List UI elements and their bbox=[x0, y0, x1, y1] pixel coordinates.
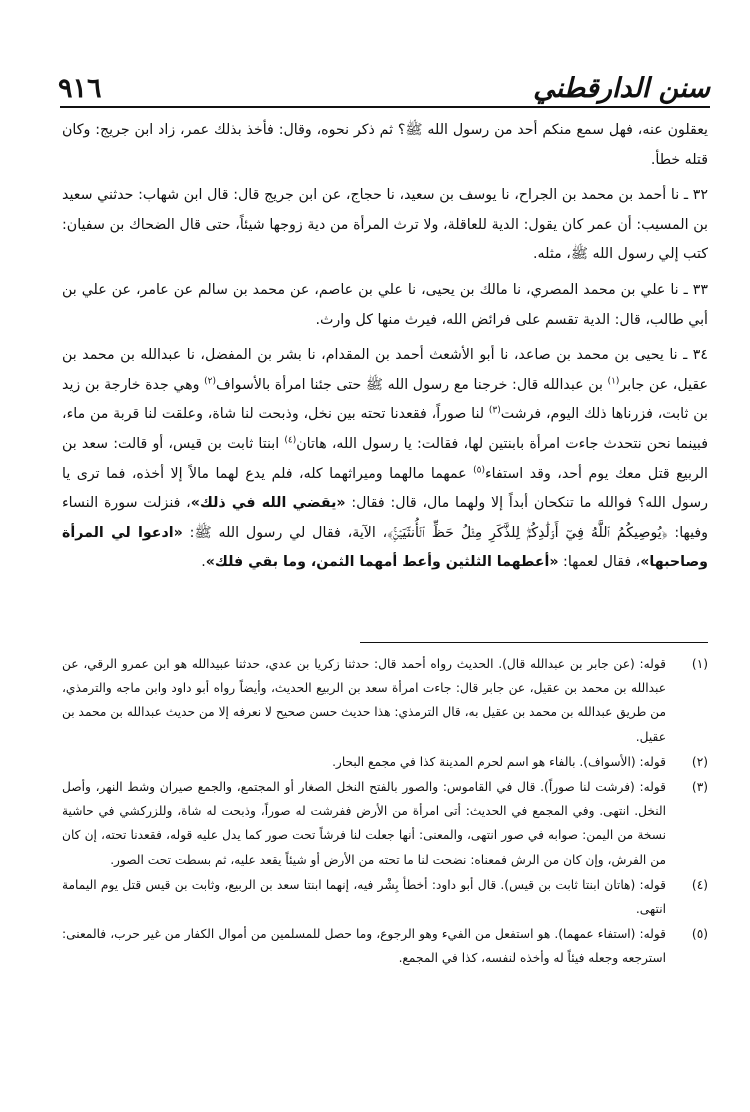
footnote-text: قوله: (عن جابر بن عبدالله قال). الحديث رواه أحمد قال: حدثنا زكريا بن عدي، حدثنا عبيدالله هو ابن عمرو الرقي، عن عبدالله بن محمد بن عقيل، عن جابر قال: جاءت امرأة سعد بن الربيع الحديث، وأيضاً رواه أبو داود وابن ماجه والترمذي، من طريق عبدالله بن محمد بن عقيل به، قال الترمذي: هذا حديث حسن صحيح لا نعرفه إلا من حديث عبدالله بن محمد بن عقيل. bbox=[62, 657, 666, 744]
prophet-saying-1: «يقضي الله في ذلك» bbox=[190, 495, 346, 512]
hadith-34 bbox=[62, 341, 708, 578]
hadith-34-part-e: ابنتا ثابت بن قيس، أو قالت: سعد بن الربيع قتل معك يوم أحد، وقد استفاء bbox=[62, 435, 708, 482]
footnote-text: قوله: (هاتان ابنتا ثابت بن قيس). قال أبو داود: أخطأ بِشْر فيه، إنهما ابنتا سعد بن الربيع، وثابت بن قيس قتل يوم اليمامة انتهى. bbox=[62, 877, 666, 917]
hadith-34-part-d: لنا صوراً، فقعدنا تحته بين نخل، وذبحت لنا شاة، وعلقت لنا قربة من ماء، فبينما نحن نتحدث جاءت امرأة بابنتين لها، فقالت: يا رسول الله، هاتان bbox=[62, 406, 708, 452]
footnote-divider bbox=[360, 642, 708, 643]
footnote bbox=[62, 873, 708, 921]
footnote-number: (١) bbox=[691, 657, 708, 671]
footnote-ref-3: (٣) bbox=[488, 405, 501, 416]
page-number: ٩١٦ bbox=[58, 72, 102, 104]
footnote-number: (٣) bbox=[691, 780, 708, 795]
footnote-number: (٥) bbox=[691, 927, 708, 942]
book-title: سنن الدارقطني bbox=[533, 72, 710, 104]
footnote-text: قوله: (استفاء عمهما). هو استفعل من الفيء وهو الرجوع، وما حصل للمسلمين من أموال الكفار من غير حرب، فالمعنى: استرجعه وجعله فيئاً له وأخذه لنفسه، كذا في المجمع. bbox=[62, 927, 666, 966]
footnote-text: قوله: (فرشت لنا صوراً). قال في القاموس: والصور بالفتح النخل الصغار أو المجتمع، والجمع صيران وشط النهر، وأصل النخل. انتهى. وفي المجمع في الحديث: أتى امرأة من الأرض ففرشت له صوراً، وذبحت له شاة، وللزركشي في حاشية نسخة من اليمن: صوابه في صور انتهى، والمعنى: أنها جعلت لنا فرشاً تحت صور كما يدل عليه قوله، فقعدنا تحته، إن كان من الفرش، وإن كان من الرش فمعناه: نضحت لنا ما تحته من الأرض أو شيئاً يقعد عليه، ثم بسطت تحت الصور. bbox=[62, 780, 666, 867]
footnote bbox=[62, 750, 708, 774]
hadith-34-part-h: ، فقال لعمها: bbox=[558, 554, 641, 571]
page-header bbox=[58, 68, 710, 108]
hadith-34-part-f: عمهما مالهما وميراثهما كله، فلم يدع لهما مالاً إلا أخذه، فما ترى يا رسول الله؟ فوالله ما تنكحان أبداً إلا ولهما مال، قال: فقال: bbox=[62, 465, 708, 512]
paragraph-1: يعقلون عنه، فهل سمع منكم أحد من رسول الله ﷺ؟ ثم ذكر نحوه، وقال: فأخذ بذلك عمر، زاد ابن جريج: وكان قتله خطأ. bbox=[62, 122, 708, 168]
prophet-saying-2: «ادعوا لي المرأة وصاحبها» bbox=[62, 524, 708, 571]
footnote-ref-5: (٥) bbox=[473, 464, 485, 475]
footnote-ref-4: (٤) bbox=[284, 435, 297, 446]
hadith-34-part-b: بن عبدالله قال: خرجنا مع رسول الله ﷺ حتى جئنا امرأة بالأسواف bbox=[215, 376, 608, 393]
hadith-33: ٣٣ ـ نا علي بن محمد المصري، نا مالك بن يحيى، نا علي بن عاصم، عن محمد بن سالم عن عامر، عن علي بن أبي طالب، قال: الدية تقسم على فرائض الله، فيرث منها كل وارث. bbox=[62, 281, 708, 328]
hadith-32: ٣٢ ـ نا أحمد بن محمد بن الجراح، نا يوسف بن سعيد، نا حجاج، عن ابن جريج قال: قال ابن شهاب: حدثني سعيد بن المسيب: أن عمر كان يقول: الدية للعاقلة، ولا ترث المرأة من دية زوجها شيئاً، حتى قال الضحاك بن سفيان: كتب إلي رسول الله ﷺ، مثله. bbox=[62, 187, 708, 263]
prophet-saying-3: «أعطهما الثلثين وأعط أمهما الثمن، وما بقي فلك» bbox=[205, 554, 559, 571]
hadith-34-end: . bbox=[201, 554, 206, 571]
footnote bbox=[62, 922, 708, 970]
hadith-34-part-a: ٣٤ ـ نا يحيى بن محمد بن صاعد، نا أبو الأشعث أحمد بن المقدام، نا بشر بن المفضل، نا عبدالله بن محمد بن عقيل، عن جابر bbox=[62, 347, 708, 393]
footnote bbox=[62, 775, 708, 872]
hadith-34-part-g: ، فنزلت سورة النساء وفيها: ﴿يُوصِيكُمُ ٱللَّهُ فِيٓ أَوۡلَٰدِكُمۡۖ لِلذَّكَرِ مِثۡلُ حَظِّ ٱلۡأُنثَيَيۡنِۚ﴾، الآية، فقال لي رسول الله ﷺ: bbox=[62, 495, 708, 541]
footnote-ref-1: (١) bbox=[607, 376, 620, 387]
footnote-text: قوله: (الأسواف). بالفاء هو اسم لحرم المدينة كذا في مجمع البحار. bbox=[332, 754, 666, 769]
footnote-number: (٤) bbox=[691, 877, 708, 892]
footnote bbox=[62, 652, 708, 749]
footnote-ref-2: (٢) bbox=[204, 376, 216, 387]
header-divider bbox=[60, 106, 710, 108]
footnotes bbox=[62, 652, 708, 972]
main-text bbox=[62, 116, 708, 578]
footnote-number: (٢) bbox=[691, 754, 708, 769]
hadith-34-part-c: وهي جدة خارجة بن زيد بن ثابت، فزرناها ذلك اليوم، فرشت bbox=[62, 376, 708, 423]
